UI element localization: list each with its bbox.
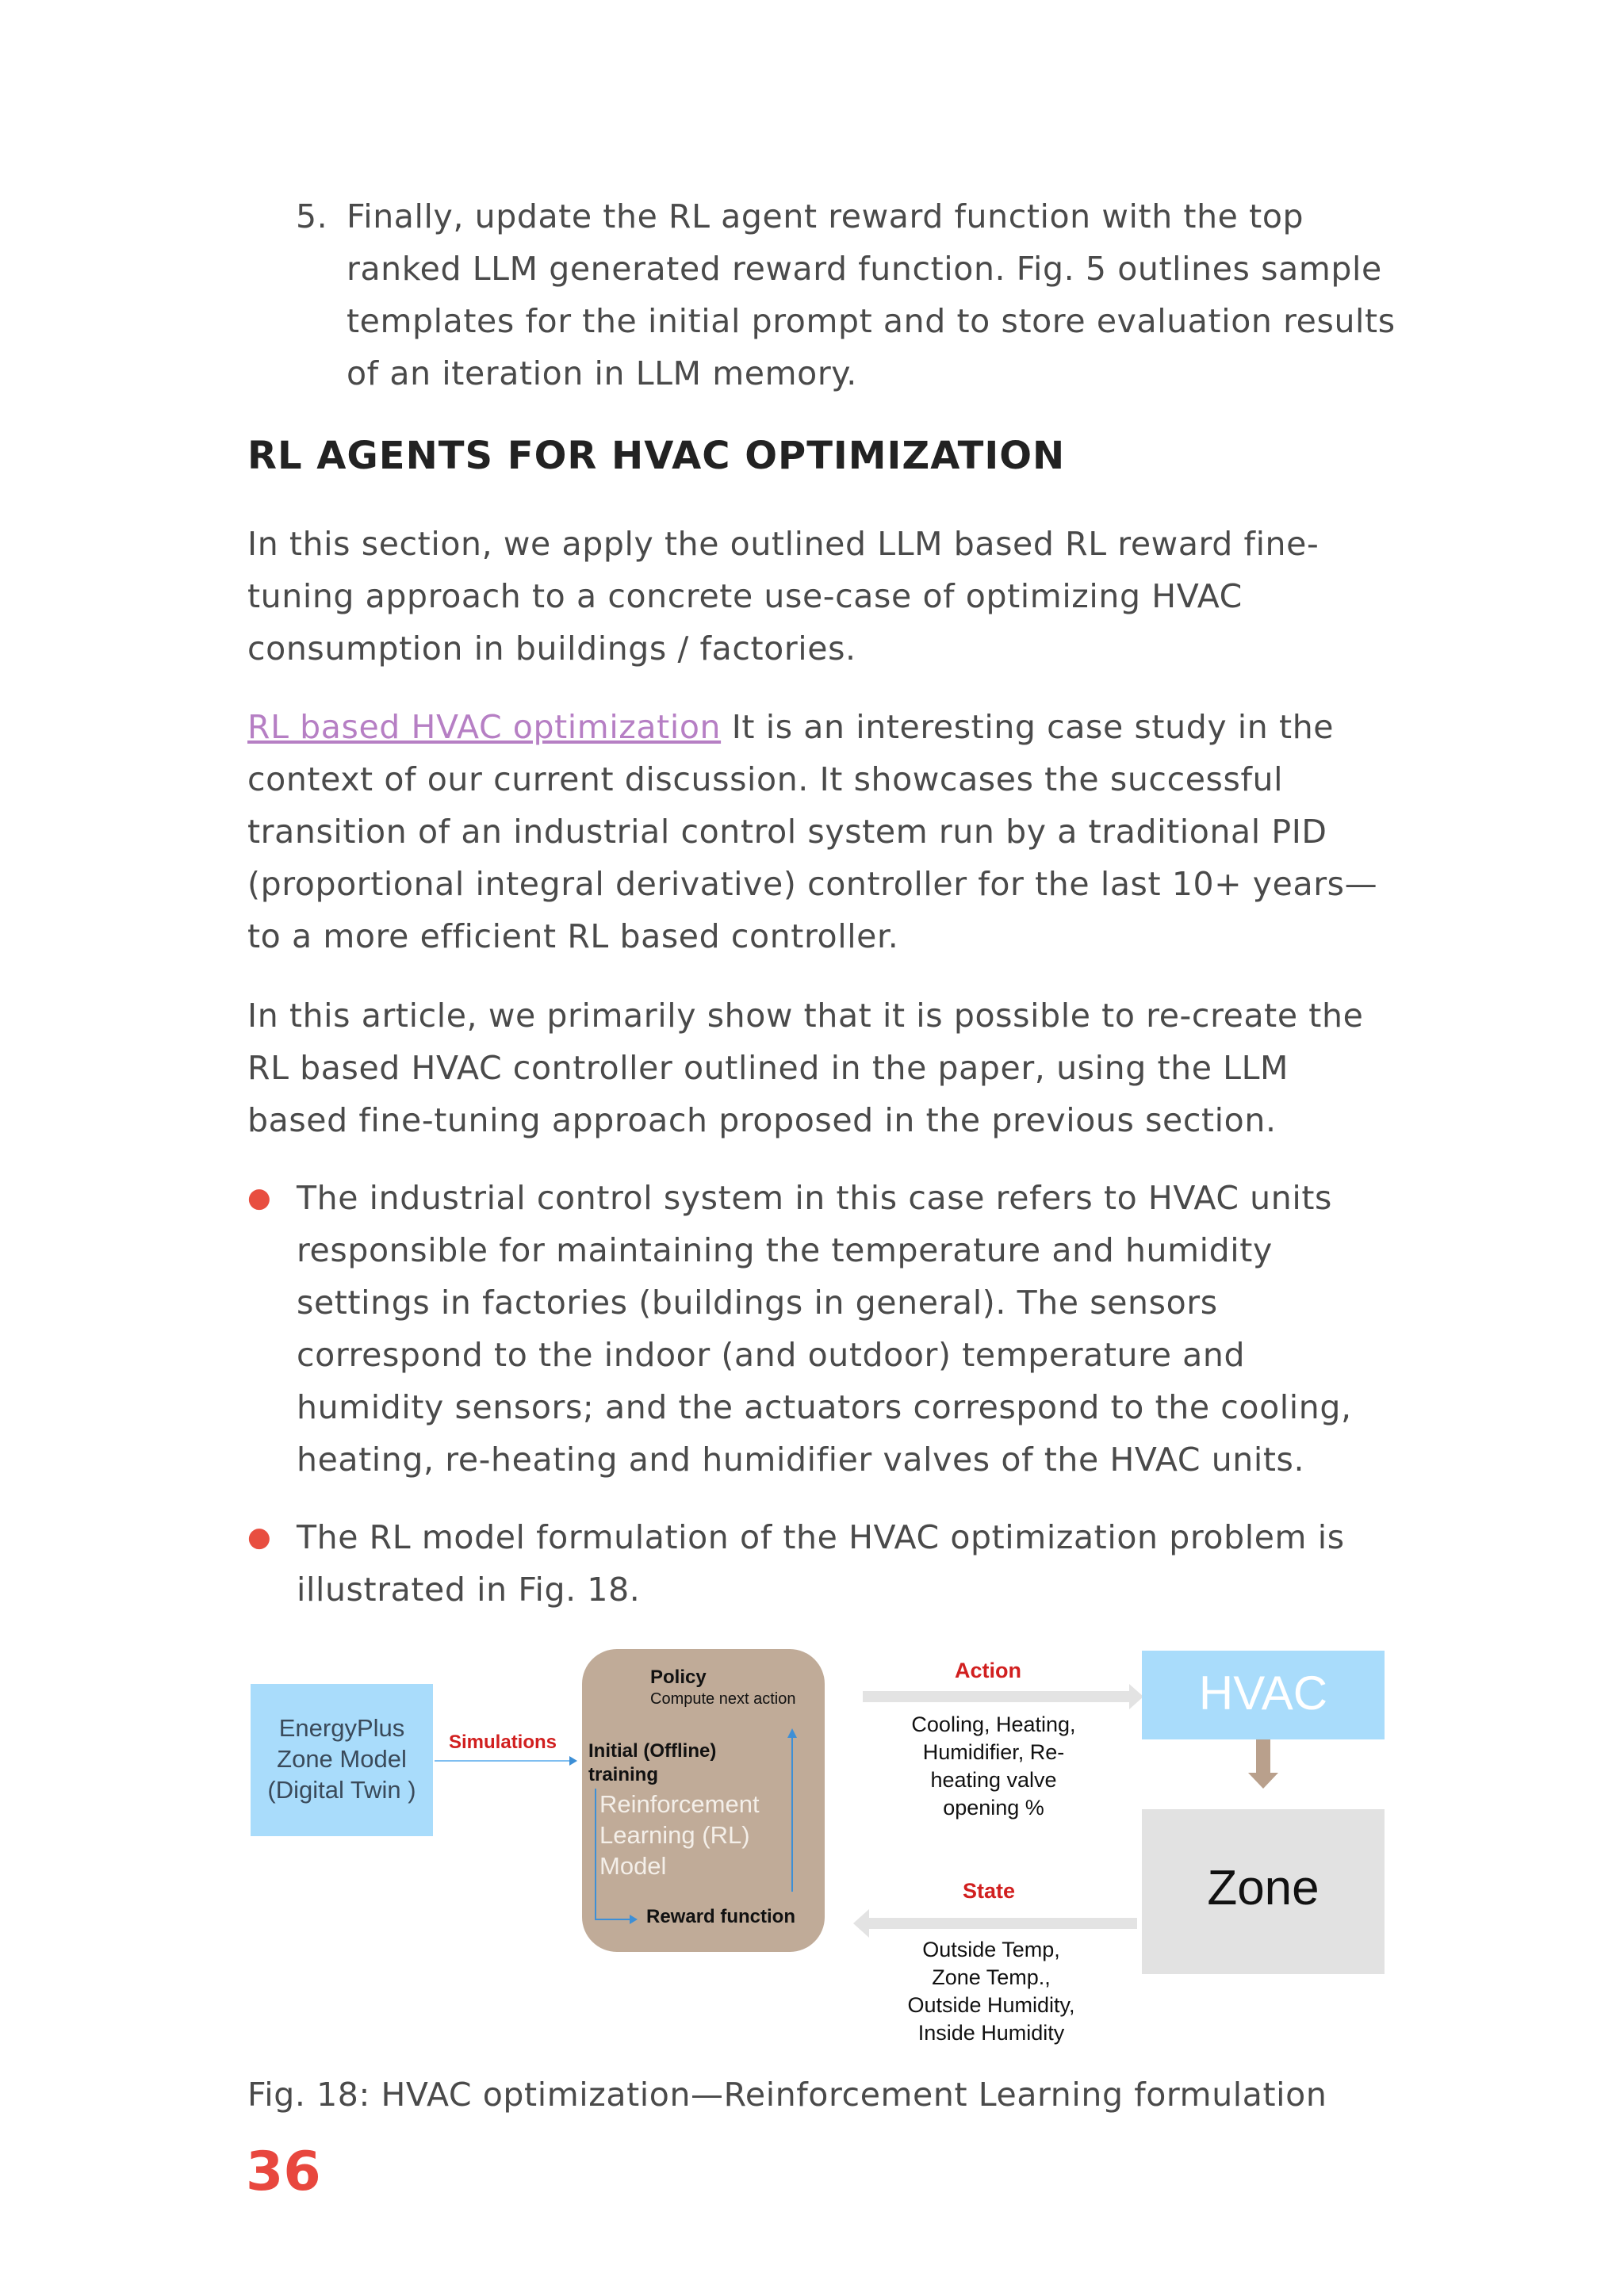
bullet-text [297,1511,1407,1616]
text-line: The industrial control system in this case refers to HVAC units [297,1179,1332,1217]
text-line: In this article, we primarily show that it is possible to re-create the [247,997,1364,1035]
text-line: based fine-tuning approach proposed in the previous section. [247,1101,1277,1139]
down-arrow-shaft [1256,1739,1270,1774]
text-span: It is an interesting case study in the [721,708,1335,746]
section-heading: RL AGENTS FOR HVAC OPTIMIZATION [247,434,1066,478]
feedback-line-bottom [595,1919,633,1920]
text-line: consumption in buildings / factories. [247,629,856,668]
text-line: Cooling, Heating, [911,1712,1076,1736]
zone-label: Zone [1207,1861,1320,1915]
hvac-label: HVAC [1198,1667,1328,1720]
action-description [888,1711,1099,1822]
initial-training-label [588,1739,716,1787]
text-line: templates for the initial prompt and to store evaluation results [347,302,1396,340]
text-line: Initial (Offline) [588,1740,717,1762]
text-line: responsible for maintaining the temperature and humidity [297,1231,1273,1269]
paragraph-article-goal [247,989,1405,1146]
text-line: correspond to the indoor (and outdoor) temperature and [297,1336,1246,1374]
simulations-label: Simulations [449,1732,557,1753]
text-line: Model [599,1852,667,1880]
energyplus-label [251,1712,433,1805]
simulations-arrow-line [435,1760,571,1762]
feedback-line-right [791,1736,793,1892]
action-arrow-line [863,1691,1129,1702]
policy-title: Policy [650,1667,707,1688]
state-description [872,1936,1110,2047]
text-line: Humidifier, Re- [922,1740,1065,1764]
feedback-arrow-head-icon [630,1915,638,1924]
text-line: ranked LLM generated reward function. Fig. 5 outlines sample [347,250,1382,288]
policy-subtitle: Compute next action [650,1690,796,1708]
text-line: illustrated in Fig. 18. [297,1571,641,1609]
text-line: (Digital Twin ) [267,1776,416,1804]
text-line: Inside Humidity [917,2021,1065,2045]
bullet-dot-icon: ● [247,1182,272,1214]
text-line: heating, re-heating and humidifier valves of the HVAC units. [297,1441,1305,1479]
feedback-line-left [595,1789,596,1920]
text-line: training [588,1764,658,1785]
text-line: of an iteration in LLM memory. [347,354,857,392]
text-line: Outside Humidity, [907,1993,1075,2017]
text-line: EnergyPlus [278,1714,405,1742]
action-label: Action [955,1659,1021,1682]
state-arrow-head-icon [853,1909,869,1938]
text-line: RL based HVAC controller outlined in the paper, using the LLM [247,1049,1289,1087]
text-line: settings in factories (buildings in general). The sensors [297,1284,1218,1322]
text-line: Zone Model [277,1745,407,1773]
text-line: heating valve [930,1768,1057,1792]
text-line [247,701,1405,753]
hvac-optimization-link[interactable]: RL based HVAC optimization [247,708,722,746]
state-label: State [963,1879,1016,1903]
rl-model-label [599,1789,760,1881]
text-line: transition of an industrial control system run by a traditional PID [247,813,1327,851]
text-line: Outside Temp, [922,1938,1060,1961]
page-number: 36 [246,2141,321,2203]
item-text [347,190,1406,400]
text-line: context of our current discussion. It showcases the successful [247,760,1284,798]
text-line: humidity sensors; and the actuators correspond to the cooling, [297,1388,1352,1426]
simulations-arrow-head-icon [569,1756,577,1766]
bullet-text [297,1172,1407,1486]
text-line: In this section, we apply the outlined LLM based RL reward fine- [247,525,1320,563]
bullet-dot-icon: ● [247,1521,272,1553]
text-line: The RL model formulation of the HVAC optimization problem is [297,1518,1345,1556]
text-line: Learning (RL) [599,1821,750,1849]
reward-function-label: Reward function [646,1906,796,1927]
down-arrow-head-icon [1248,1773,1278,1789]
text-line: (proportional integral derivative) controller for the last 10+ years— [247,865,1378,903]
text-line: to a more efficient RL based controller. [247,917,899,955]
state-arrow-line [869,1918,1137,1929]
paragraph-intro [247,518,1405,675]
figure-caption: Fig. 18: HVAC optimization—Reinforcement Learning formulation [247,2076,1327,2114]
text-line: Finally, update the RL agent reward function with the top [347,197,1304,235]
text-line: Reinforcement [599,1790,760,1818]
paragraph-case-study [247,701,1405,962]
text-line: tuning approach to a concrete use-case of optimizing HVAC [247,577,1243,615]
text-line: opening % [943,1796,1044,1820]
text-line: Zone Temp., [932,1965,1051,1989]
up-arrow-head-icon [787,1728,797,1738]
item-number: 5. [296,197,328,235]
